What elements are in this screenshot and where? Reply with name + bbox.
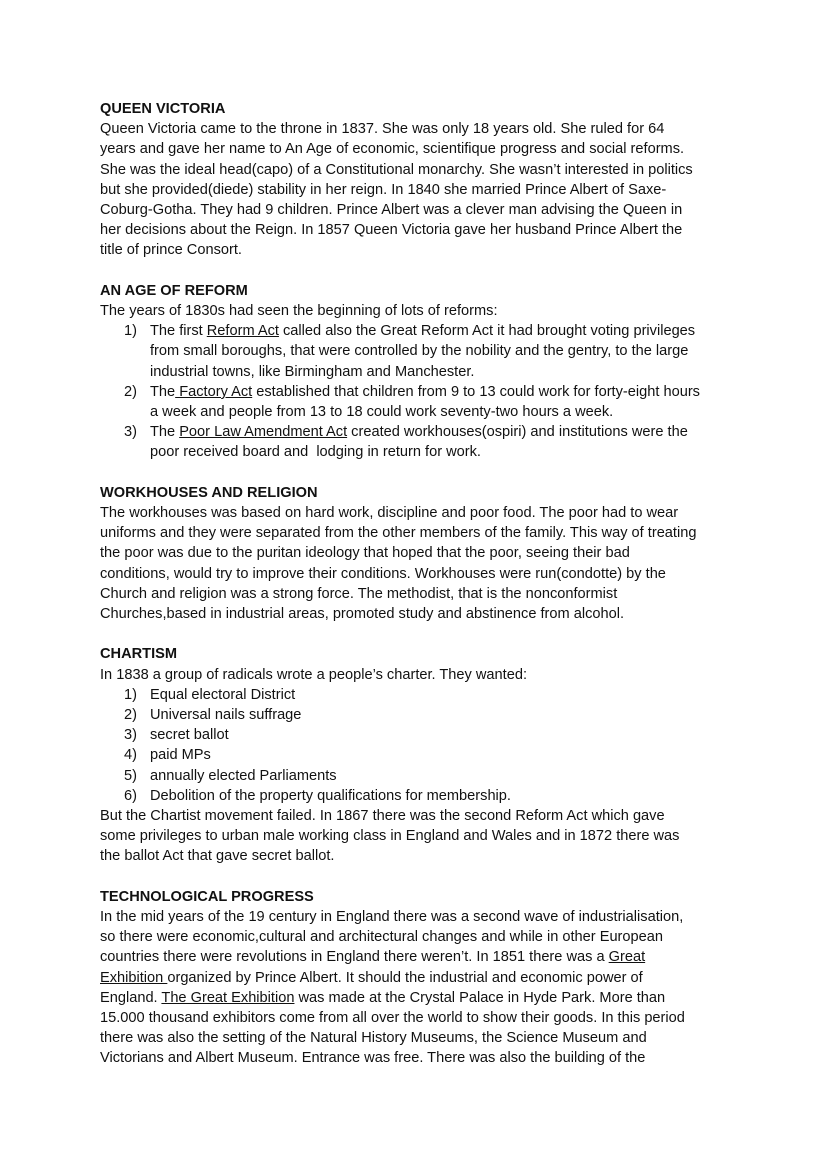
list-item [100, 422, 740, 462]
list-number: 4) [124, 747, 137, 764]
item-text: Debolition of the property qualifications for membership. [150, 787, 511, 804]
list-number: 1) [124, 323, 137, 340]
list-number: 2) [124, 383, 137, 400]
paragraph-line: Victorians and Albert Museum. Entrance was free. There was also the building of the [100, 1050, 646, 1067]
section-heading: AN AGE OF REFORM [100, 282, 248, 299]
list-item [100, 766, 740, 786]
section-intro: In 1838 a group of radicals wrote a people’s charter. They wanted: [100, 666, 528, 683]
charter-demands-list [100, 685, 740, 806]
paragraph-line: But the Chartist movement failed. In 1867 there was the second Reform Act which gave [100, 808, 665, 825]
item-continuation: a week and people from 13 to 18 could work seventy-two hours a week. [150, 404, 614, 421]
underlined-term: Factory Act [175, 383, 253, 400]
paragraph-line: 15.000 thousand exhibitors come from all over the world to show their goods. In this period [100, 1010, 685, 1027]
item-continuation: poor received board and lodging in return for work. [150, 444, 481, 461]
paragraph-line [100, 947, 740, 967]
paragraph-line: the poor was due to the puritan ideology that hoped that the poor, seeing their bad [100, 545, 630, 562]
item-text: created workhouses(ospiri) and institutions were the [347, 424, 688, 441]
item-continuation: from small boroughs, that were controlled by the nobility and the gentry, to the large [150, 343, 689, 360]
list-number: 3) [124, 727, 137, 744]
underlined-term: Exhibition [100, 969, 168, 986]
item-text: called also the Great Reform Act it had brought voting privileges [278, 323, 696, 340]
item-continuation: industrial towns, like Birmingham and Manchester. [150, 363, 475, 380]
document-page [100, 99, 740, 1089]
item-text: The [150, 424, 180, 441]
list-number: 5) [124, 767, 137, 784]
text-run: was made at the Crystal Palace in Hyde Park. More than [294, 989, 666, 1006]
list-item [100, 382, 740, 422]
list-number: 1) [124, 686, 137, 703]
list-number: 3) [124, 424, 137, 441]
item-text: established that children from 9 to 13 could work for forty-eight hours [252, 383, 700, 400]
paragraph-line [100, 988, 740, 1008]
paragraph-line: uniforms and they were separated from the other members of the family. This way of treating [100, 525, 697, 542]
paragraph-line: the ballot Act that gave secret ballot. [100, 848, 335, 865]
paragraph-line: but she provided(diede) stability in her reign. In 1840 she married Prince Albert of Saxe- [100, 181, 667, 198]
item-text: secret ballot [150, 727, 229, 744]
paragraph-line: Queen Victoria came to the throne in 1837. She was only 18 years old. She ruled for 64 [100, 121, 665, 138]
paragraph-line: In the mid years of the 19 century in England there was a second wave of industrialisation, [100, 909, 684, 926]
section-heading: QUEEN VICTORIA [100, 101, 226, 117]
list-item [100, 786, 740, 806]
paragraph-line [100, 968, 740, 988]
paragraph-line: so there were economic,cultural and architectural changes and while in other European [100, 929, 663, 946]
section-intro: The years of 1830s had seen the beginning of lots of reforms: [100, 303, 498, 320]
section-heading: WORKHOUSES AND RELIGION [100, 484, 318, 501]
paragraph-line: Churches,based in industrial areas, promoted study and abstinence from alcohol. [100, 606, 625, 623]
item-text: paid MPs [150, 747, 211, 764]
paragraph-line: years and gave her name to An Age of economic, scientifique progress and social reforms. [100, 141, 685, 158]
text-run: England. [100, 989, 162, 1006]
section-heading: CHARTISM [100, 646, 178, 663]
list-item [100, 685, 740, 705]
text-run: organized by Prince Albert. It should the industrial and economic power of [167, 969, 643, 986]
list-item [100, 705, 740, 725]
paragraph-line: there was also the setting of the Natural History Museums, the Science Museum and [100, 1030, 647, 1047]
item-text: The first [150, 323, 207, 340]
paragraph-line: conditions, would try to improve their conditions. Workhouses were run(condotte) by the [100, 565, 666, 582]
underlined-term: Great [608, 949, 646, 966]
section-chartism [100, 644, 740, 866]
list-item [100, 321, 740, 382]
underlined-term: Reform Act [206, 323, 279, 340]
paragraph-line: She was the ideal head(capo) of a Constitutional monarchy. She wasn’t interested in politics [100, 161, 693, 178]
paragraph-line: The workhouses was based on hard work, discipline and poor food. The poor had to wear [100, 505, 679, 522]
reform-list [100, 321, 740, 462]
paragraph-line: title of prince Consort. [100, 242, 242, 259]
item-text: annually elected Parliaments [150, 767, 337, 784]
underlined-term: The Great Exhibition [161, 989, 295, 1006]
item-text: The [150, 383, 176, 400]
paragraph-line: some privileges to urban male working class in England and Wales and in 1872 there was [100, 828, 680, 845]
section-workhouses-religion [100, 483, 740, 624]
paragraph-line: Church and religion was a strong force. The methodist, that is the nonconformist [100, 585, 618, 602]
section-age-of-reform [100, 281, 740, 463]
list-item [100, 725, 740, 745]
list-item [100, 745, 740, 765]
underlined-term: Poor Law Amendment Act [179, 424, 348, 441]
list-number: 2) [124, 707, 137, 724]
item-text: Equal electoral District [150, 686, 296, 703]
paragraph-line: Coburg-Gotha. They had 9 children. Prince Albert was a clever man advising the Queen in [100, 202, 683, 219]
section-queen-victoria [100, 99, 740, 261]
item-text: Universal nails suffrage [150, 707, 302, 724]
text-run: countries there were revolutions in England there weren’t. In 1851 there was a [100, 949, 609, 966]
list-number: 6) [124, 787, 137, 804]
paragraph-line: her decisions about the Reign. In 1857 Queen Victoria gave her husband Prince Albert the [100, 222, 683, 239]
section-technological-progress [100, 887, 740, 1069]
section-heading: TECHNOLOGICAL PROGRESS [100, 888, 314, 905]
